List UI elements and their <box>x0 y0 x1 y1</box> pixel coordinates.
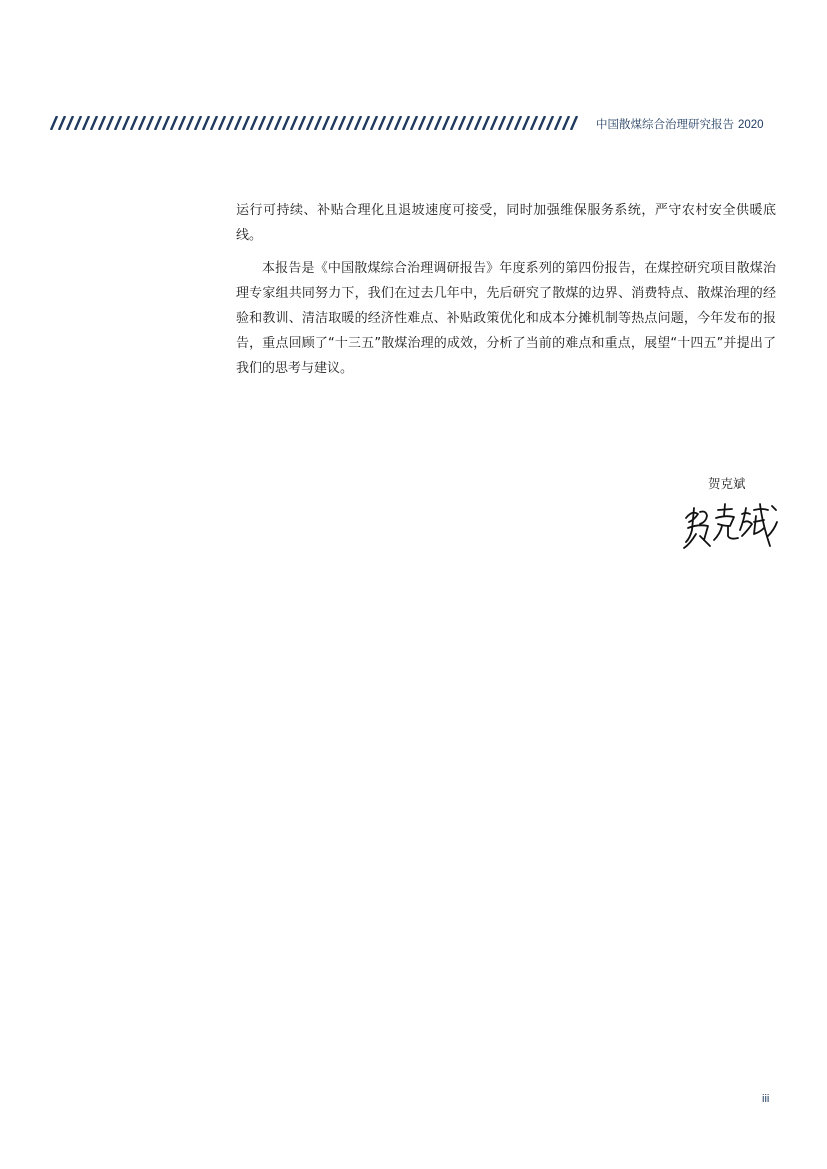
author-name: 贺克斌 <box>708 476 746 491</box>
preface-body <box>236 198 776 381</box>
page-number: iii <box>762 1093 770 1105</box>
paragraph-2: 本报告是《中国散煤综合治理调研报告》年度系列的第四份报告，在煤控研究项目散煤治理专家组共同努力下，我们在过去几年中，先后研究了散煤的边界、消费特点、散煤治理的经验和教训、清洁取暖的经济性难点、补贴政策优化和成本分摊机制等热点问题，今年发布的报告，重点回顾了“十三五”散煤治理的成效，分析了当前的难点和重点，展望“十四五”并提出了我们的思考与建议。 <box>236 261 776 376</box>
report-year: 2020 <box>738 119 764 131</box>
author-signature <box>680 500 780 552</box>
report-header-title <box>596 116 764 133</box>
report-title: 中国散煤综合治理研究报告 <box>596 117 734 131</box>
header-stripe-decoration <box>50 116 578 130</box>
paragraph-1: 运行可持续、补贴合理化且退坡速度可接受，同时加强维保服务系统，严守农村安全供暖底线。 <box>236 203 776 243</box>
